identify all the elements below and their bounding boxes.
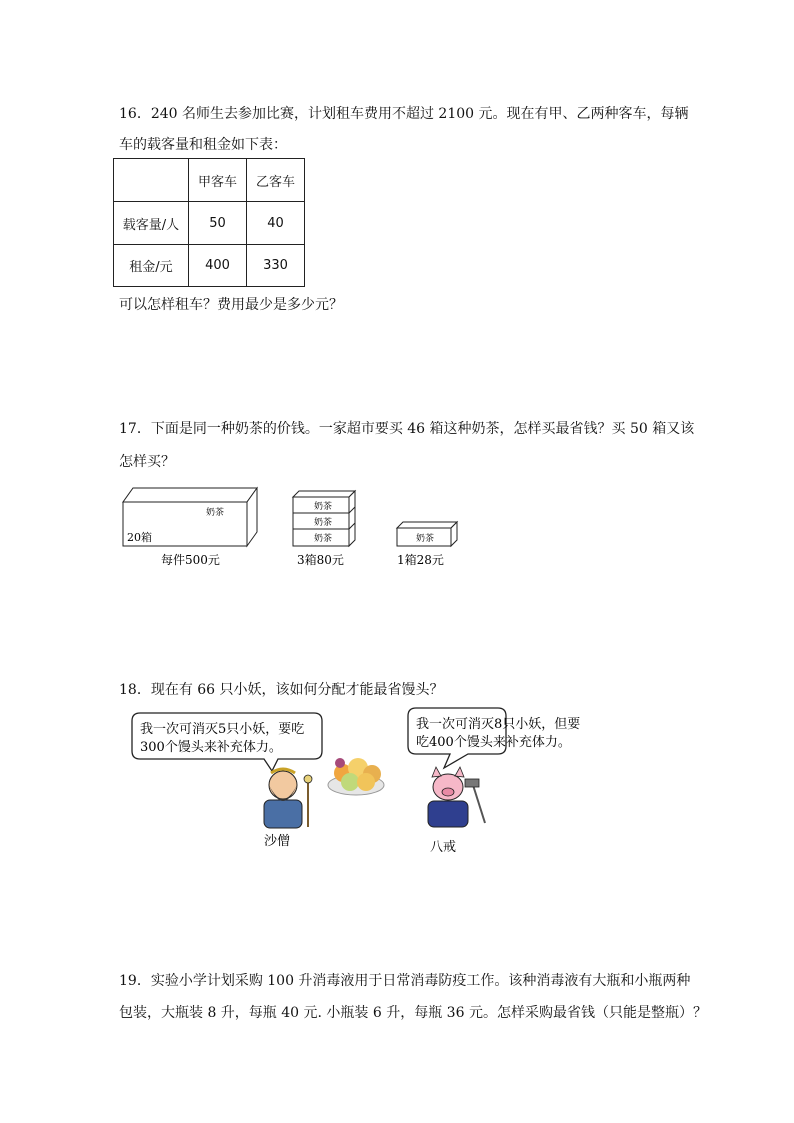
table-cell: 50 [189, 202, 247, 245]
single-box-label: 奶茶 [415, 534, 435, 544]
table-row [114, 245, 305, 287]
q19-line-1: 19．实验小学计划采购 100 升消毒液用于日常消毒防疫工作。该种消毒液有大瓶和小瓶两种 [119, 973, 691, 989]
table-row-label: 租金/元 [114, 245, 189, 287]
table-row-label: 载客量/人 [114, 202, 189, 245]
stack-box-label: 奶茶 [313, 502, 333, 512]
bubble-right-line-1: 我一次可消灭8只小妖，但要 [416, 717, 581, 732]
three-box-stack [293, 491, 355, 546]
q19-line-2: 包装，大瓶装 8 升，每瓶 40 元. 小瓶装 6 升，每瓶 36 元。怎样采购最省钱（只能是整瓶）？ [119, 1005, 707, 1021]
ba-jie-icon [428, 767, 485, 827]
sha-seng-icon [264, 769, 312, 828]
milk-tea-boxes-figure [115, 480, 475, 575]
big-box [123, 488, 257, 546]
q16-question: 可以怎样租车？费用最少是多少元？ [119, 297, 343, 313]
table-header-row [114, 159, 305, 202]
q18-line-1: 18．现在有 66 只小妖，该如何分配才能最省馒头？ [119, 682, 444, 698]
table-cell: 400 [189, 245, 247, 287]
name-ba-jie: 八戒 [430, 840, 457, 855]
single-box [397, 522, 457, 546]
caption-three-boxes: 3箱80元 [297, 553, 344, 567]
big-box-count: 20箱 [127, 531, 152, 544]
stack-box-label: 奶茶 [313, 534, 333, 544]
q17-line-1: 17．下面是同一种奶茶的价钱。一家超市要买 46 箱这种奶茶，怎样买最省钱？买 50 箱又该 [119, 421, 695, 437]
big-box-label: 奶茶 [205, 508, 225, 518]
table-cell: 330 [247, 245, 305, 287]
table-header-bus-a: 甲客车 [189, 159, 247, 202]
bubble-left-line-1: 我一次可消灭5只小妖，要吃 [140, 722, 305, 737]
characters-figure [128, 705, 581, 860]
speech-bubble-left [132, 713, 322, 771]
steamed-buns-icon [328, 758, 384, 795]
stack-box-label: 奶茶 [313, 518, 333, 528]
q17-line-2: 怎样买？ [119, 454, 175, 470]
bubble-left-line-2: 300个馒头来补充体力。 [140, 740, 282, 755]
table-corner-cell [114, 159, 189, 202]
q16-line-2: 车的载客量和租金如下表： [119, 137, 287, 153]
caption-single-box: 1箱28元 [397, 553, 444, 567]
speech-bubble-right [408, 708, 580, 768]
q16-line-1: 16．240 名师生去参加比赛，计划租车费用不超过 2100 元。现在有甲、乙两种客车，每辆 [119, 106, 689, 122]
table-header-bus-b: 乙客车 [247, 159, 305, 202]
table-row [114, 202, 305, 245]
rent-table [113, 158, 305, 287]
caption-big-box: 每件500元 [161, 553, 220, 567]
name-sha-seng: 沙僧 [264, 834, 291, 849]
table-cell: 40 [247, 202, 305, 245]
bubble-right-line-2: 吃400个馒头来补充体力。 [416, 735, 571, 750]
